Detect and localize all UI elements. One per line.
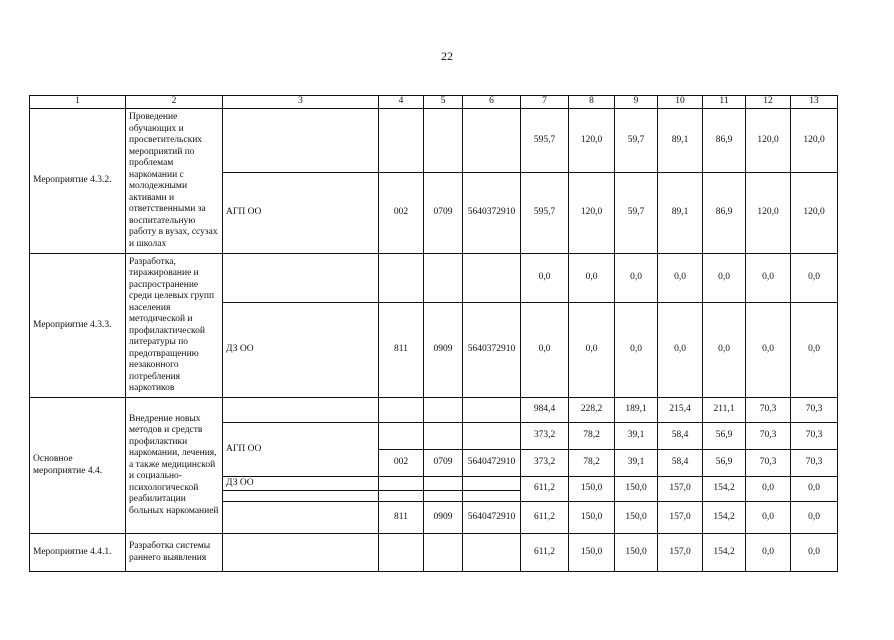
value-cell: 0,0 — [703, 254, 746, 303]
code-cell: 0909 — [424, 303, 463, 398]
value-cell: 0,0 — [791, 254, 838, 303]
code-cell: 811 — [379, 502, 424, 534]
value-cell: 39,1 — [615, 450, 658, 477]
value-cell: 59,7 — [615, 109, 658, 173]
value-cell: 228,2 — [569, 398, 615, 423]
value-cell: 120,0 — [746, 109, 791, 173]
value-cell: 150,0 — [569, 534, 615, 572]
header-cell: 4 — [379, 96, 424, 109]
table-row — [30, 534, 838, 572]
value-cell: 984,4 — [521, 398, 569, 423]
value-cell: 0,0 — [569, 254, 615, 303]
measure-description: Разработка, тиражирование и распространение среди целевых групп населения методической и профилактической литературы по предотвращению незаконного потребления наркотиков — [126, 254, 223, 398]
value-cell: 0,0 — [791, 502, 838, 534]
header-cell: 1 — [30, 96, 126, 109]
code-cell — [463, 398, 521, 423]
code-cell — [379, 534, 424, 572]
code-cell — [424, 398, 463, 423]
value-cell: 0,0 — [791, 534, 838, 572]
value-cell: 611,2 — [521, 502, 569, 534]
value-cell: 89,1 — [658, 109, 703, 173]
value-cell: 150,0 — [569, 502, 615, 534]
value-cell: 120,0 — [746, 173, 791, 254]
value-cell: 157,0 — [658, 477, 703, 502]
value-cell: 70,3 — [791, 423, 838, 450]
value-cell: 120,0 — [791, 173, 838, 254]
value-cell: 59,7 — [615, 173, 658, 254]
header-cell: 13 — [791, 96, 838, 109]
value-cell: 120,0 — [569, 109, 615, 173]
value-cell: 611,2 — [521, 477, 569, 502]
value-cell: 56,9 — [703, 450, 746, 477]
agency-cell — [223, 109, 379, 173]
table-row — [30, 109, 838, 173]
value-cell: 89,1 — [658, 173, 703, 254]
header-cell: 12 — [746, 96, 791, 109]
value-cell: 70,3 — [746, 450, 791, 477]
code-cell: 5640472910 — [463, 502, 521, 534]
value-cell: 215,4 — [658, 398, 703, 423]
measure-description: Проведение обучающих и просветительских мероприятий по проблемам наркомании с молодежными активами и ответственными за воспитательную работу в вузах, ссузах и школах — [126, 109, 223, 254]
value-cell: 150,0 — [569, 477, 615, 502]
value-cell: 0,0 — [615, 303, 658, 398]
value-cell: 0,0 — [791, 477, 838, 502]
value-cell: 86,9 — [703, 173, 746, 254]
agency-cell — [223, 502, 379, 534]
value-cell: 0,0 — [615, 254, 658, 303]
value-cell: 373,2 — [521, 450, 569, 477]
value-cell: 157,0 — [658, 534, 703, 572]
code-cell — [379, 491, 424, 502]
agency-cell — [223, 491, 379, 502]
value-cell: 595,7 — [521, 173, 569, 254]
header-cell: 8 — [569, 96, 615, 109]
budget-table — [29, 95, 838, 572]
value-cell: 211,1 — [703, 398, 746, 423]
value-cell: 595,7 — [521, 109, 569, 173]
value-cell: 0,0 — [746, 534, 791, 572]
measure-name: Мероприятие 4.4.1. — [30, 534, 126, 572]
agency-cell: ДЗ ОО — [223, 303, 379, 398]
header-cell: 10 — [658, 96, 703, 109]
code-cell: 0709 — [424, 450, 463, 477]
code-cell — [379, 109, 424, 173]
agency-cell — [223, 398, 379, 423]
code-cell — [424, 423, 463, 450]
value-cell: 70,3 — [746, 423, 791, 450]
code-cell: 0709 — [424, 173, 463, 254]
value-cell: 154,2 — [703, 502, 746, 534]
code-cell — [463, 109, 521, 173]
code-cell — [379, 423, 424, 450]
table-row — [30, 398, 838, 423]
code-cell — [424, 254, 463, 303]
value-cell: 86,9 — [703, 109, 746, 173]
value-cell: 58,4 — [658, 423, 703, 450]
measure-description: Разработка системы раннего выявления — [126, 534, 223, 572]
value-cell: 611,2 — [521, 534, 569, 572]
header-cell: 7 — [521, 96, 569, 109]
code-cell: 002 — [379, 173, 424, 254]
value-cell: 0,0 — [569, 303, 615, 398]
code-cell — [379, 398, 424, 423]
agency-cell — [223, 254, 379, 303]
value-cell: 0,0 — [703, 303, 746, 398]
code-cell — [424, 534, 463, 572]
value-cell: 120,0 — [569, 173, 615, 254]
agency-cell: АГП ОО — [223, 173, 379, 254]
value-cell: 157,0 — [658, 502, 703, 534]
code-cell — [424, 477, 463, 491]
value-cell: 0,0 — [791, 303, 838, 398]
table-header-row — [30, 96, 838, 109]
header-cell: 3 — [223, 96, 379, 109]
measure-description: Внедрение новых методов и средств профилактики наркомании, лечения, а также медицинской и социально-психологической реабилитации больных наркоманией — [126, 398, 223, 534]
value-cell: 0,0 — [746, 254, 791, 303]
agency-cell — [223, 534, 379, 572]
value-cell: 120,0 — [791, 109, 838, 173]
agency-cell: ДЗ ОО — [223, 477, 379, 491]
header-cell: 9 — [615, 96, 658, 109]
table-row — [30, 254, 838, 303]
value-cell: 0,0 — [746, 502, 791, 534]
code-cell: 5640372910 — [463, 303, 521, 398]
value-cell: 70,3 — [746, 398, 791, 423]
agency-cell: АГП ОО — [223, 423, 379, 477]
code-cell: 5640472910 — [463, 450, 521, 477]
code-cell: 5640372910 — [463, 173, 521, 254]
value-cell: 154,2 — [703, 477, 746, 502]
code-cell — [463, 423, 521, 450]
value-cell: 0,0 — [521, 254, 569, 303]
code-cell — [379, 477, 424, 491]
value-cell: 150,0 — [615, 477, 658, 502]
code-cell — [463, 534, 521, 572]
measure-name: Основное мероприятие 4.4. — [30, 398, 126, 534]
header-cell: 2 — [126, 96, 223, 109]
value-cell: 58,4 — [658, 450, 703, 477]
code-cell — [463, 254, 521, 303]
code-cell — [379, 254, 424, 303]
measure-name: Мероприятие 4.3.2. — [30, 109, 126, 254]
header-cell: 11 — [703, 96, 746, 109]
code-cell: 811 — [379, 303, 424, 398]
value-cell: 70,3 — [791, 398, 838, 423]
code-cell: 0909 — [424, 502, 463, 534]
value-cell: 373,2 — [521, 423, 569, 450]
value-cell: 78,2 — [569, 423, 615, 450]
header-cell: 5 — [424, 96, 463, 109]
value-cell: 39,1 — [615, 423, 658, 450]
value-cell: 78,2 — [569, 450, 615, 477]
value-cell: 0,0 — [658, 254, 703, 303]
header-cell: 6 — [463, 96, 521, 109]
value-cell: 150,0 — [615, 502, 658, 534]
value-cell: 0,0 — [746, 477, 791, 502]
measure-name: Мероприятие 4.3.3. — [30, 254, 126, 398]
code-cell: 002 — [379, 450, 424, 477]
value-cell: 70,3 — [791, 450, 838, 477]
code-cell — [463, 491, 521, 502]
value-cell: 154,2 — [703, 534, 746, 572]
value-cell: 56,9 — [703, 423, 746, 450]
code-cell — [463, 477, 521, 491]
code-cell — [424, 109, 463, 173]
value-cell: 0,0 — [746, 303, 791, 398]
value-cell: 0,0 — [658, 303, 703, 398]
value-cell: 189,1 — [615, 398, 658, 423]
value-cell: 0,0 — [521, 303, 569, 398]
value-cell: 150,0 — [615, 534, 658, 572]
code-cell — [424, 491, 463, 502]
page-number: 22 — [441, 49, 453, 63]
